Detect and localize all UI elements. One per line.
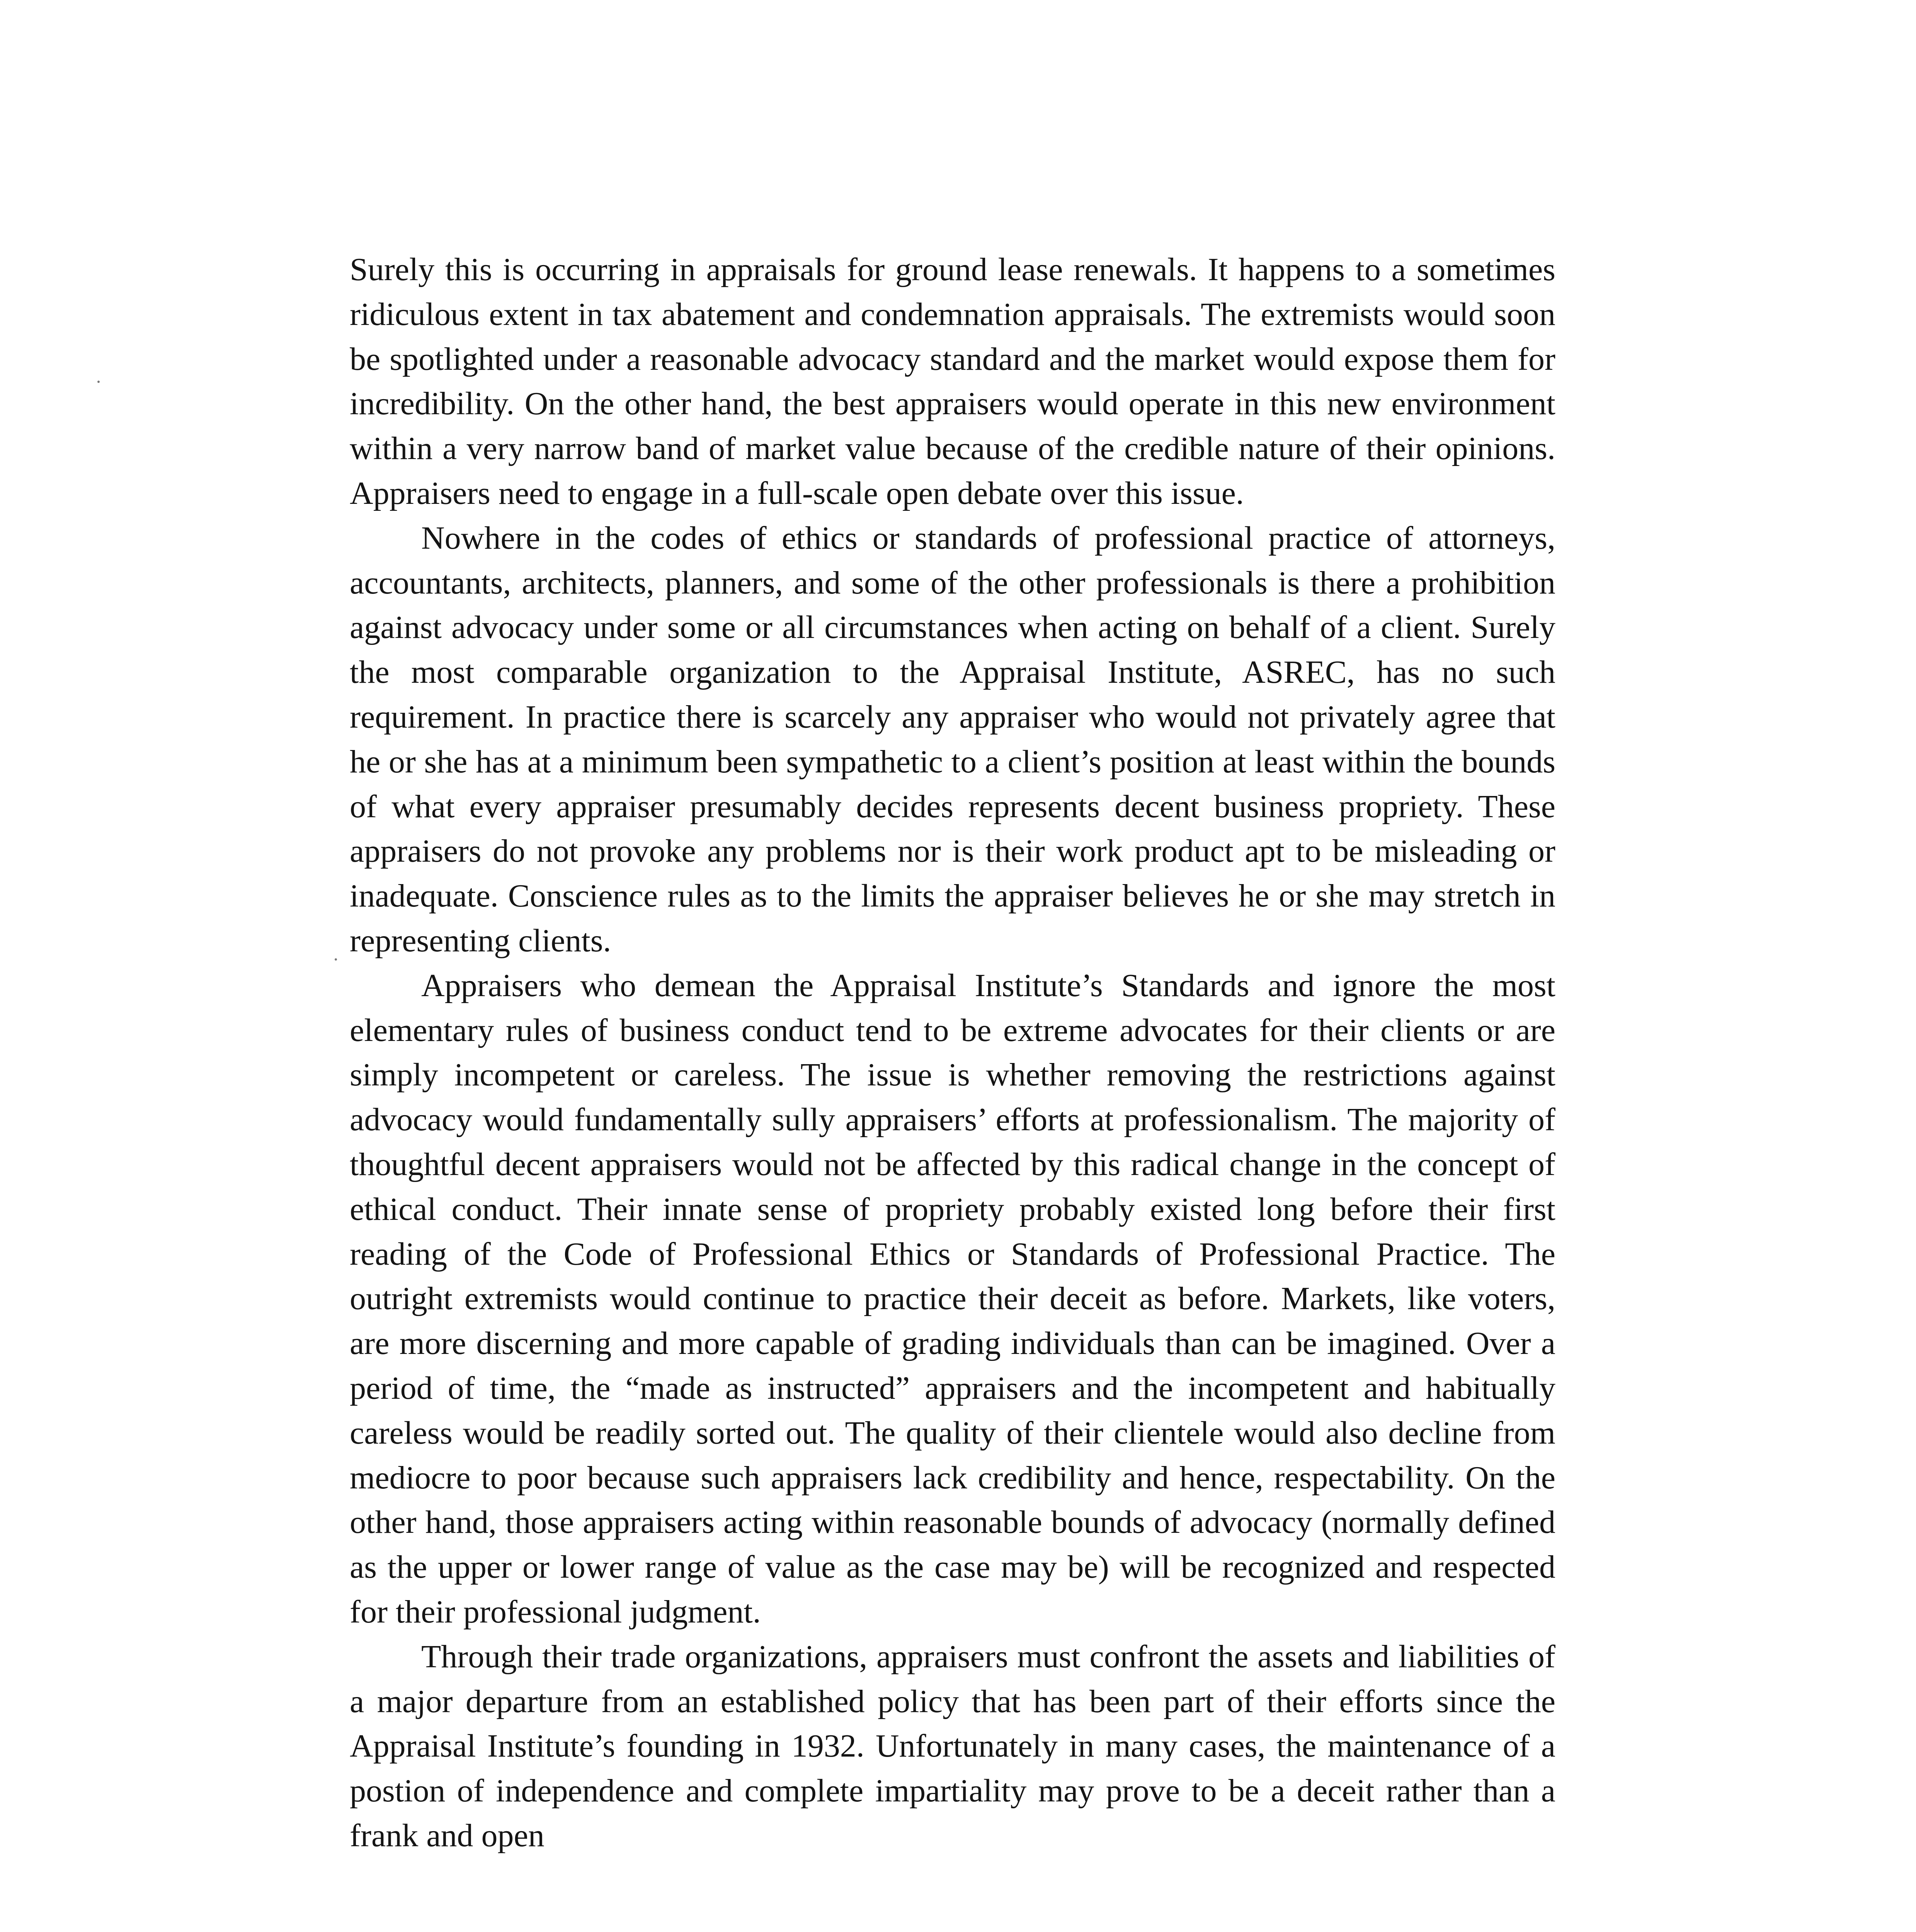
scan-speck xyxy=(97,381,100,383)
scan-speck xyxy=(335,958,337,961)
paragraph-advocacy-codes: Nowhere in the codes of ethics or standards of professional practice of attorneys, accountants, architects, planners, and some of the other professionals is there a prohibition against advocacy under some or all circumstances when acting on behalf of a client. Surely the most comparable organization to the Appraisal Institute, ASREC, has no such requirement. In practice there is scarcely any appraiser who would not privately agree that he or she has at a minimum been sympathetic to a client’s position at least within the bounds of what every appraiser presumably decides represents decent business propriety. These appraisers do not provoke any problems nor is their work product apt to be misleading or inadequate. Conscience rules as to the limits the appraiser believes he or she may stretch in representing clients. xyxy=(350,520,1555,959)
paragraph-continuation: Surely this is occurring in appraisals for ground lease renewals. It happens to a sometimes ridiculous extent in tax abatement and condemnation appraisals. The extremists would soon be spotlighted under a reasonable advocacy standard and the market would expose them for incredibility. On the other hand, the best appraisers would operate in this new environment within a very narrow band of market value because of the credible nature of their opinions. Appraisers need to engage in a full-scale open debate over this issue. xyxy=(350,252,1555,511)
article-body xyxy=(350,247,1555,1858)
paragraph-trade-organizations: Through their trade organizations, appraisers must confront the assets and liabilities of a major departure from an established policy that has been part of their efforts since the Appraisal Institute’s founding in 1932. Unfortunately in many cases, the maintenance of a postion of independence and complete impartiality may prove to be a deceit rather than a frank and open xyxy=(350,1638,1555,1854)
paragraph-extreme-advocates: Appraisers who demean the Appraisal Institute’s Standards and ignore the most elementary rules of business conduct tend to be extreme advocates for their clients or are simply incompetent or careless. The issue is whether removing the restrictions against advocacy would fundamentally sully appraisers’ efforts at professionalism. The majority of thoughtful decent appraisers would not be affected by this radical change in the concept of ethical conduct. Their innate sense of propriety probably existed long before their first reading of the Code of Professional Ethics or Standards of Professional Practice. The outright extremists would continue to practice their deceit as before. Markets, like voters, are more discerning and more capable of grading individuals than can be imagined. Over a period of time, the “made as instructed” appraisers and the incompetent and habitually careless would be readily sorted out. The quality of their clientele would also decline from mediocre to poor because such appraisers lack credibility and hence, respectability. On the other hand, those appraisers acting within reasonable bounds of advocacy (normally defined as the upper or lower range of value as the case may be) will be recognized and respected for their professional judgment. xyxy=(350,967,1555,1630)
